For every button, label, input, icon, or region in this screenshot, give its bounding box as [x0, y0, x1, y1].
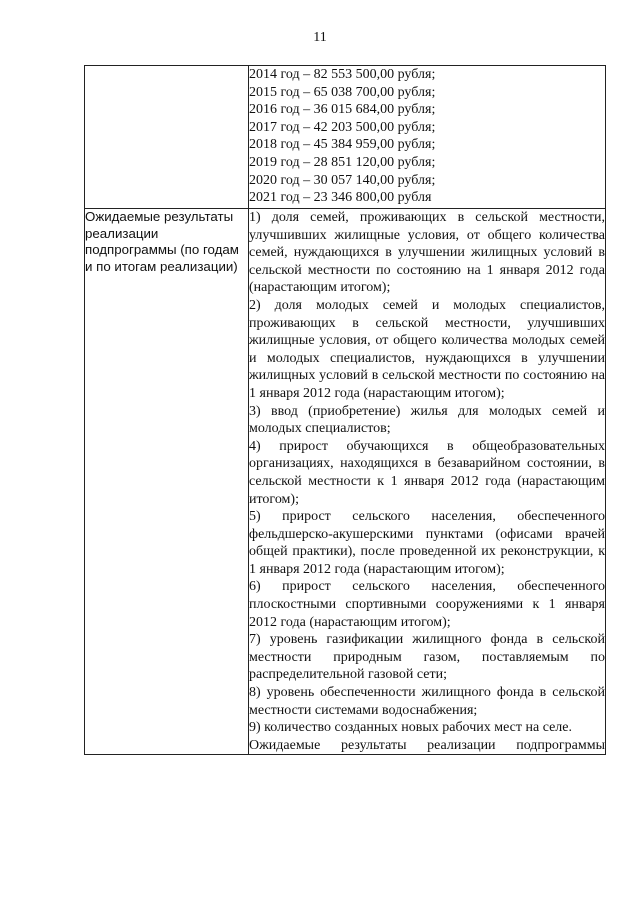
funding-line: 2020 год – 30 057 140,00 рубля; [249, 172, 436, 188]
result-item-9: 9) количество созданных новых рабочих мест на селе. [249, 720, 572, 736]
results-cell [249, 209, 606, 755]
funding-line: 2014 год – 82 553 500,00 рубля; [249, 67, 436, 82]
funding-line: 2019 год – 28 851 120,00 рубля; [249, 154, 436, 170]
funding-line: 2016 год – 36 015 684,00 рубля; [249, 102, 436, 118]
table-row-results [85, 209, 606, 755]
results-label: Ожидаемые результаты реализации подпрограммы (по годам и по итогам реализации) [85, 209, 249, 755]
passport-table [84, 65, 606, 755]
funding-line: 2015 год – 65 038 700,00 рубля; [249, 84, 436, 100]
result-item-5: 5) прирост сельского населения, обеспеченного фельдшерско-акушерскими пунктами (офисами врачей общей практики), после проведенной их реконструкции, к 1 января 2012 года (нарастающим итогом); [249, 509, 605, 577]
funding-values-cell [249, 66, 606, 209]
result-item-1: 1) доля семей, проживающих в сельской местности, улучшивших жилищные условия, от общего количества семей, нуждающихся в улучшении жилищных условий в сельской местности по состоянию на 1 января 2012 года (нарастающим итогом); [249, 210, 605, 296]
table-row-funding [85, 66, 606, 209]
funding-label-cell [85, 66, 249, 209]
page-number: 11 [313, 30, 327, 45]
result-item-8: 8) уровень обеспеченности жилищного фонда в сельской местности системами водоснабжения; [249, 685, 605, 718]
result-item-4: 4) прирост обучающихся в общеобразовательных организациях, находящихся в безаварийном состоянии, в сельской местности к 1 января 2012 года (нарастающим итогом); [249, 438, 605, 507]
result-item-3: 3) ввод (приобретение) жилья для молодых семей и молодых специалистов; [249, 403, 605, 437]
result-item-6: 6) прирост сельского населения, обеспеченного плоскостными спортивными сооружениями к 1 января 2012 года (нарастающим итогом); [249, 579, 605, 630]
result-item-7: 7) уровень газификации жилищного фонда в сельской местности природным газом, поставляемым по распределительной газовой сети; [249, 632, 605, 683]
results-continuation: Ожидаемые результаты реализации подпрограммы [249, 737, 605, 753]
result-item-2: 2) доля молодых семей и молодых специалистов, проживающих в сельской местности, улучшивших жилищные условия, от общего количества молодых семей и молодых специалистов, нуждающихся в улучшении жилищных условий в сельской местности по состоянию на 1 января 2012 года (нарастающим итогом); [249, 297, 605, 401]
funding-line: 2018 год – 45 384 959,00 рубля; [249, 137, 436, 153]
funding-line: 2021 год – 23 346 800,00 рубля [249, 190, 432, 206]
funding-line: 2017 год – 42 203 500,00 рубля; [249, 119, 436, 135]
